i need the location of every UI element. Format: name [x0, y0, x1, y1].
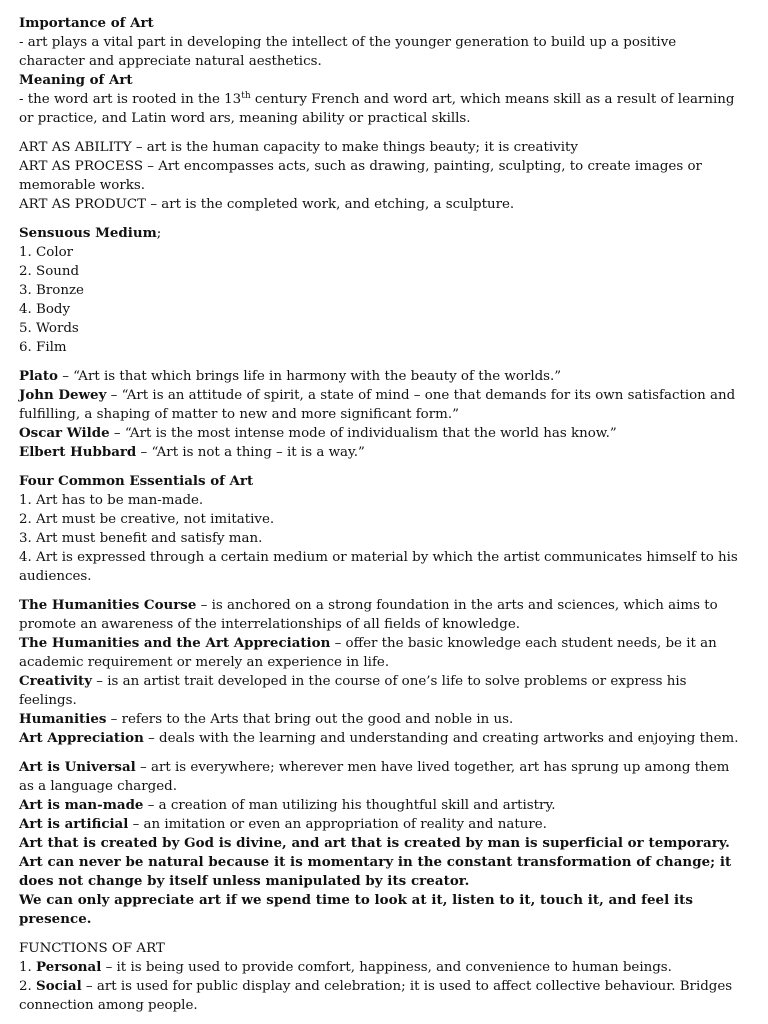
statement-divine: Art that is created by God is divine, and art that is created by man is superficial or temporary.	[19, 835, 730, 851]
sensuous-heading: Sensuous Medium	[19, 225, 157, 241]
definition-item: Creativity – is an artist trait developed in the course of one’s life to solve problems or express his feelings.	[19, 673, 687, 708]
definition-item: Humanities – refers to the Arts that bring out the good and noble in us.	[19, 711, 514, 727]
list-item: 2. Art must be creative, not imitative.	[19, 512, 275, 527]
importance-text: - art plays a vital part in developing the intellect of the younger generation to build up a positive character and appreciate natural aesthetics.	[19, 35, 677, 69]
list-item: 1. Art has to be man-made.	[19, 493, 204, 508]
quotes-section	[19, 367, 744, 462]
meaning-text: - the word art is rooted in the 13th century French and word art, which means skill as a result of learning or practice, and Latin word ars, meaning ability or practical skills.	[19, 91, 735, 126]
definition-item: Art Appreciation – deals with the learning and understanding and creating artworks and enjoying them.	[19, 730, 739, 746]
list-item: 3. Art must benefit and satisfy man.	[19, 531, 263, 546]
statement-natural: Art can never be natural because it is momentary in the constant transformation of change; it does not change by itself unless manipulated by its creator.	[19, 854, 732, 889]
quote-wilde: Oscar Wilde – “Art is the most intense mode of individualism that the world has know.”	[19, 425, 617, 441]
functions-heading: FUNCTIONS OF ART	[19, 941, 165, 956]
quote-plato: Plato – “Art is that which brings life in harmony with the beauty of the worlds.”	[19, 368, 562, 384]
art-as-product: ART AS PRODUCT – art is the completed work, and etching, a sculpture.	[19, 197, 515, 212]
definition-item: Art is man-made – a creation of man utilizing his thoughtful skill and artistry.	[19, 797, 556, 813]
meaning-heading: Meaning of Art	[19, 72, 133, 88]
essentials-section	[19, 472, 744, 586]
statement-appreciate: We can only appreciate art if we spend time to look at it, listen to it, touch it, and feel its presence.	[19, 892, 693, 927]
list-item: 6. Film	[19, 340, 67, 355]
superscript-th: th	[241, 91, 251, 101]
art-as-section	[19, 138, 744, 214]
art-as-process: ART AS PROCESS – Art encompasses acts, such as drawing, painting, sculpting, to create images or memorable works.	[19, 159, 702, 193]
list-item: 3. Bronze	[19, 283, 84, 298]
definition-item: Art is Universal – art is everywhere; wherever men have lived together, art has sprung up among them as a language charged.	[19, 759, 730, 794]
list-item: 2. Sound	[19, 264, 80, 279]
functions-section	[19, 939, 744, 1015]
essentials-heading: Four Common Essentials of Art	[19, 473, 254, 489]
quote-hubbard: Elbert Hubbard – “Art is not a thing – it is a way.”	[19, 444, 365, 460]
definition-item: The Humanities and the Art Appreciation – offer the basic knowledge each student needs, be it an academic requirement or merely an experience in life.	[19, 635, 717, 670]
list-item: 4. Art is expressed through a certain medium or material by which the artist communicates himself to his audiences.	[19, 550, 738, 584]
nature-section	[19, 758, 744, 929]
humanities-section	[19, 596, 744, 748]
quote-dewey: John Dewey – “Art is an attitude of spirit, a state of mind – one that demands for its own satisfaction and fulfilling, a shaping of matter to new and more significant form.”	[19, 387, 736, 422]
sensuous-medium-section: Sensuous Medium; 1. Color 2. Sound 3. Bronze 4. Body 5. Words 6. Film	[19, 224, 744, 357]
list-item: 5. Words	[19, 321, 79, 336]
list-item: 1. Color	[19, 245, 74, 260]
list-item: 4. Body	[19, 302, 71, 317]
function-item: 1. Personal – it is being used to provide comfort, happiness, and convenience to human beings.	[19, 959, 672, 975]
definition-item: Art is artificial – an imitation or even an appropriation of reality and nature.	[19, 816, 547, 832]
importance-heading: Importance of Art	[19, 15, 154, 31]
function-item: 2. Social – art is used for public display and celebration; it is used to affect collective behaviour. Bridges connection among people.	[19, 978, 733, 1013]
art-as-ability: ART AS ABILITY – art is the human capacity to make things beauty; it is creativity	[19, 140, 578, 155]
definition-item: The Humanities Course – is anchored on a strong foundation in the arts and sciences, which aims to promote an awareness of the interrelationships of all fields of knowledge.	[19, 597, 718, 632]
